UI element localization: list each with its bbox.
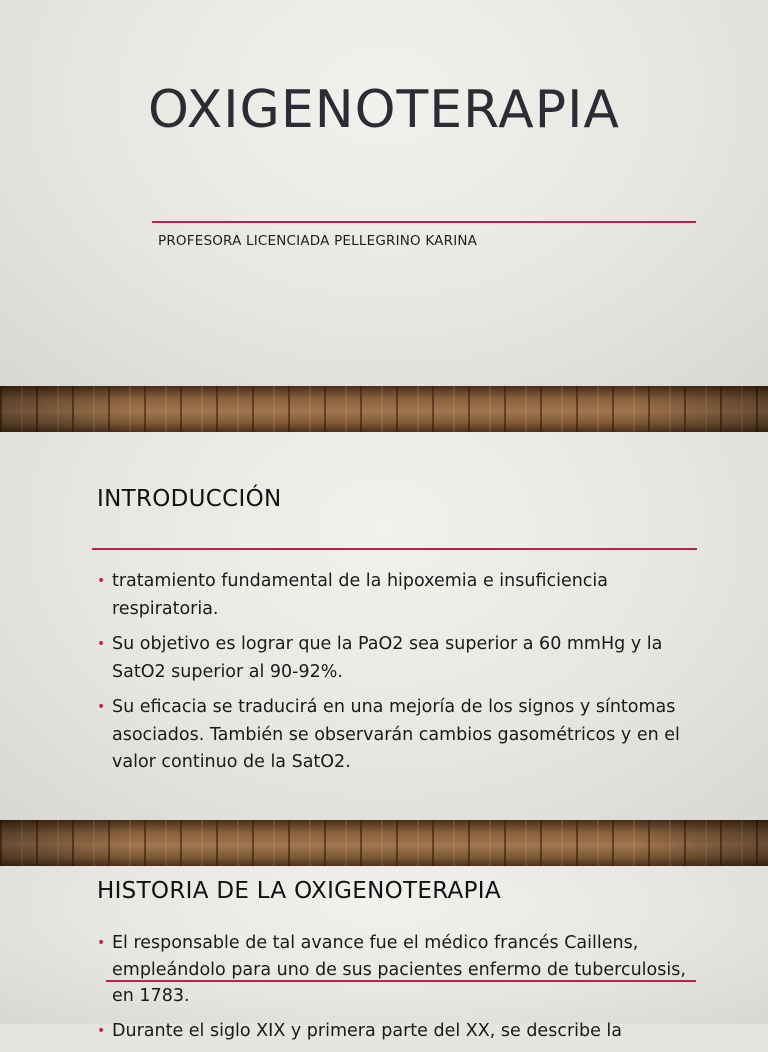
title-slide bbox=[0, 0, 768, 386]
list-item bbox=[97, 694, 697, 777]
presentation-title: OXIGENOTERAPIA bbox=[147, 80, 621, 140]
bullet-text: Su objetivo es lograr que la PaO2 sea superior a 60 mmHg y la SatO2 superior al 90-92%. bbox=[112, 634, 663, 682]
bullet-text: Durante el siglo XIX y primera parte del XX, se describe la bbox=[112, 1020, 623, 1041]
bullet-icon: • bbox=[97, 1022, 106, 1039]
accent-divider bbox=[152, 221, 696, 223]
list-item bbox=[97, 631, 697, 686]
bullet-text: El responsable de tal avance fue el médico francés Caillens, empleándolo para uno de sus pacientes enfermo de tuberculosis, en 1783. bbox=[112, 933, 686, 1006]
list-item bbox=[97, 1018, 697, 1045]
presenter-subtitle: PROFESORA LICENCIADA PELLEGRINO KARINA bbox=[158, 233, 478, 249]
bullet-icon: • bbox=[97, 699, 106, 715]
bullet-list bbox=[97, 568, 697, 785]
wood-floor-band bbox=[0, 820, 768, 866]
bullet-text: tratamiento fundamental de la hipoxemia e insuficiencia respiratoria. bbox=[112, 571, 609, 619]
bullet-icon: • bbox=[97, 935, 106, 951]
slide-title: INTRODUCCIÓN bbox=[97, 486, 282, 512]
list-item bbox=[97, 930, 697, 1010]
accent-divider bbox=[92, 548, 697, 550]
history-slide bbox=[0, 866, 768, 1041]
slide-title: HISTORIA DE LA OXIGENOTERAPIA bbox=[97, 878, 501, 904]
wood-floor-band bbox=[0, 386, 768, 432]
introduction-slide bbox=[0, 432, 768, 820]
list-item bbox=[97, 568, 697, 623]
bullet-text: Su eficacia se traducirá en una mejoría de los signos y síntomas asociados. También se observarán cambios gasométricos y en el valor continuo de la SatO2. bbox=[112, 697, 680, 772]
bullet-icon: • bbox=[97, 573, 106, 589]
bullet-icon: • bbox=[97, 636, 106, 652]
bullet-list bbox=[97, 930, 697, 1052]
